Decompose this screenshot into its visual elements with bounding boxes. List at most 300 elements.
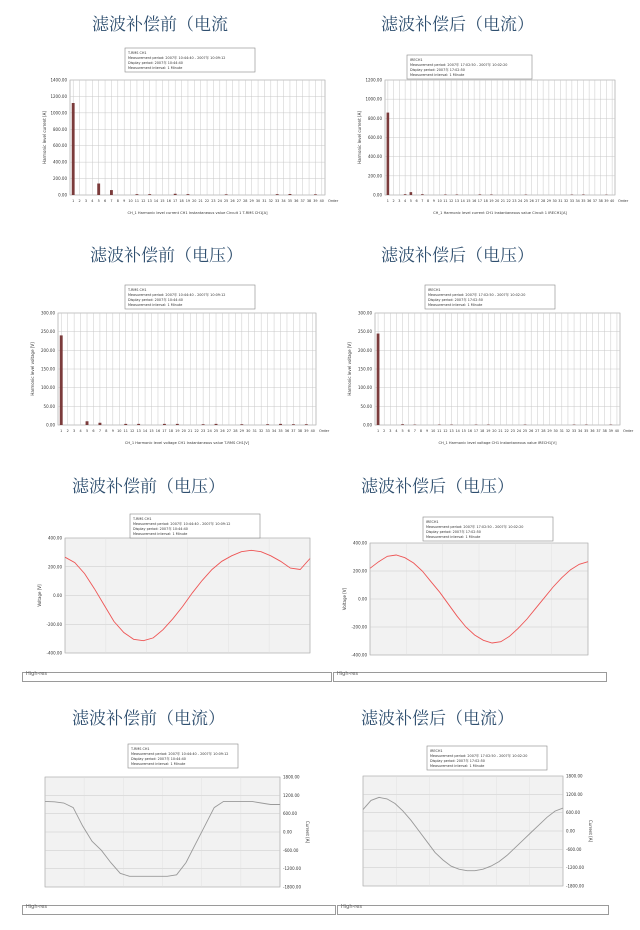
harmonic-voltage-before-chart — [30, 283, 330, 448]
y-tick-label: 600.00 — [368, 135, 382, 140]
harmonic-current-before-chart — [30, 40, 339, 230]
bar — [86, 421, 89, 425]
chart-title-8: 滤波补偿后（电流） — [361, 709, 514, 729]
y-axis-label: Harmonic level voltage [V] — [347, 342, 352, 396]
x-tick-label: 31 — [559, 429, 564, 433]
y-axis-label: Harmonic level current [A] — [357, 111, 362, 164]
x-tick-label: 2 — [66, 429, 69, 433]
y-tick-label: 100.00 — [41, 385, 55, 391]
chart-title-6: 滤波补偿后（电压） — [361, 477, 514, 497]
y-tick-label: 150.00 — [358, 366, 372, 372]
x-tick-label: 29 — [249, 199, 254, 203]
x-unit-label: Order — [623, 429, 634, 433]
x-tick-label: 20 — [192, 199, 197, 203]
x-tick-label: 15 — [149, 429, 154, 433]
y-tick-label: 0.00 — [373, 192, 382, 198]
y-tick-label: 0.00 — [58, 192, 67, 198]
x-tick-label: 28 — [243, 199, 248, 203]
voltage-waveform-before-chart — [37, 510, 325, 660]
x-tick-label: 8 — [116, 199, 119, 203]
legend-line: Display period: 2007年 17:02:50 — [426, 530, 481, 534]
y-tick-label: 600.00 — [283, 811, 297, 817]
x-tick-label: 35 — [581, 199, 586, 203]
x-tick-label: 9 — [432, 199, 435, 203]
x-tick-label: 27 — [236, 199, 242, 203]
bar — [266, 424, 269, 425]
y-tick-label: 0.00 — [363, 422, 372, 428]
x-tick-label: 17 — [473, 429, 479, 433]
bar — [187, 194, 190, 195]
x-tick-label: 29 — [547, 429, 552, 433]
x-tick-label: 3 — [389, 429, 392, 433]
legend-line: T-RMS CH1 — [133, 517, 152, 521]
legend-line: Measurement interval: 1 Minute — [131, 762, 186, 766]
x-tick-label: 33 — [571, 429, 577, 433]
bar — [305, 424, 308, 425]
x-tick-label: 24 — [207, 429, 212, 433]
y-tick-label: 1400.00 — [50, 77, 67, 83]
scrollbar-waveform-8[interactable] — [337, 905, 609, 915]
y-tick-label: 300.00 — [358, 310, 372, 316]
x-tick-label: 18 — [168, 429, 174, 433]
x-tick-label: 16 — [467, 429, 473, 433]
x-tick-label: 24 — [517, 199, 523, 203]
x-unit-label: Order — [618, 199, 629, 203]
x-tick-label: 40 — [319, 199, 324, 203]
y-tick-label: -1200.00 — [283, 866, 301, 872]
y-tick-label: 800.00 — [53, 126, 67, 132]
y-tick-label: 50.00 — [360, 403, 372, 409]
chart-title-3: 滤波补偿前（电压） — [90, 246, 243, 266]
x-tick-label: 37 — [596, 429, 601, 433]
x-tick-label: 35 — [287, 199, 293, 203]
x-tick-label: 36 — [590, 429, 595, 433]
bar — [421, 194, 424, 195]
x-tick-label: 3 — [73, 429, 76, 433]
x-tick-label: 10 — [431, 429, 436, 433]
bar — [136, 194, 139, 195]
x-tick-label: 38 — [602, 429, 607, 433]
legend-line: IRECH1 — [426, 520, 439, 524]
legend-line: Measurement period: 2007年 17:02:50 - 2007年 10:02:20 — [430, 754, 528, 758]
x-tick-label: 36 — [284, 429, 290, 433]
legend-line: Measurement period: 2007年 10:44:40 - 2007年 10:09:12 — [128, 56, 226, 60]
y-tick-label: 200.00 — [368, 173, 382, 179]
x-tick-label: 16 — [155, 429, 161, 433]
scrollbar-waveform-6[interactable] — [333, 672, 607, 682]
x-tick-label: 4 — [91, 199, 94, 203]
bar — [479, 194, 482, 195]
y-tick-label: -600.00 — [566, 846, 582, 852]
x-tick-label: 31 — [262, 199, 267, 203]
x-tick-label: 10 — [117, 429, 122, 433]
x-tick-label: 29 — [546, 199, 552, 203]
y-tick-label: 1000.00 — [50, 110, 67, 116]
x-tick-label: 40 — [609, 199, 615, 203]
x-tick-label: 21 — [500, 199, 506, 203]
x-tick-label: 28 — [541, 429, 546, 433]
x-tick-label: 15 — [160, 199, 165, 203]
x-tick-label: 36 — [586, 199, 592, 203]
chart-title-4: 滤波补偿后（电压） — [381, 246, 534, 266]
x-tick-label: 6 — [407, 429, 410, 433]
legend-line: Measurement period: 2007年 17:02:50 - 2007年 10:02:20 — [428, 293, 526, 297]
y-tick-label: 0.00 — [53, 593, 62, 598]
y-tick-label: 600.00 — [566, 810, 580, 816]
x-tick-label: 27 — [535, 199, 540, 203]
chart-title-2: 滤波补偿后（电流） — [381, 15, 534, 35]
legend-line: Measurement period: 2007年 10:44:40 - 2007年 10:09:12 — [133, 522, 231, 526]
x-tick-label: 33 — [569, 199, 575, 203]
legend-line: Measurement period: 2007年 10:44:40 - 2007年 10:09:12 — [131, 752, 229, 756]
x-tick-label: 22 — [194, 429, 199, 433]
y-tick-label: 200.00 — [41, 347, 55, 353]
legend-line: Display period: 2007年 17:02:50 — [428, 298, 483, 302]
x-tick-label: 5 — [401, 429, 404, 433]
x-tick-label: 5 — [409, 199, 412, 203]
x-tick-label: 20 — [494, 199, 500, 203]
x-tick-label: 34 — [281, 199, 286, 203]
y-tick-label: 1200.00 — [283, 792, 300, 798]
x-tick-label: 27 — [535, 429, 540, 433]
bar — [215, 424, 218, 425]
bar — [124, 424, 127, 425]
bar — [98, 423, 101, 425]
x-tick-label: 2 — [78, 199, 81, 203]
y-tick-label: 1800.00 — [283, 774, 300, 780]
x-tick-label: 22 — [506, 199, 511, 203]
x-tick-label: 7 — [110, 199, 113, 203]
x-tick-label: 14 — [455, 429, 460, 433]
x-tick-label: 39 — [604, 199, 609, 203]
x-tick-label: 7 — [98, 429, 102, 433]
x-tick-label: 23 — [211, 199, 216, 203]
legend-line: Display period: 2007年 17:02:50 — [430, 759, 485, 763]
x-tick-label: 3 — [84, 199, 88, 203]
x-tick-label: 40 — [310, 429, 315, 433]
x-tick-label: 14 — [460, 199, 465, 203]
x-tick-label: 3 — [398, 199, 401, 203]
bar — [163, 424, 166, 425]
x-tick-label: 2 — [383, 429, 386, 433]
x-tick-label: 19 — [185, 199, 191, 203]
bar — [377, 334, 380, 425]
x-tick-label: 1 — [376, 429, 380, 433]
y-tick-label: 0.00 — [46, 422, 55, 428]
x-tick-label: 35 — [584, 429, 589, 433]
y-tick-label: 200.00 — [53, 176, 67, 182]
x-tick-label: 15 — [466, 199, 471, 203]
x-tick-label: 16 — [471, 199, 477, 203]
y-tick-label: 400.00 — [53, 159, 67, 165]
x-tick-label: 8 — [419, 429, 423, 433]
x-tick-label: 25 — [523, 199, 529, 203]
y-tick-label: 250.00 — [358, 329, 372, 335]
x-tick-label: 38 — [297, 429, 303, 433]
x-unit-label: Order — [328, 199, 339, 203]
scrollbar-label: High-res — [341, 904, 362, 910]
x-tick-label: 23 — [200, 429, 206, 433]
bar — [97, 184, 100, 196]
chart-title-5: 滤波补偿前（电压） — [72, 477, 225, 497]
legend-line: Measurement interval: 1 Minute — [410, 73, 465, 77]
x-tick-label: 25 — [522, 429, 528, 433]
y-tick-label: -600.00 — [283, 847, 299, 853]
bar — [314, 194, 317, 195]
legend-line: Measurement interval: 1 Minute — [428, 303, 483, 307]
x-tick-label: 33 — [265, 429, 270, 433]
x-tick-label: 8 — [427, 199, 430, 203]
x-tick-label: 20 — [492, 429, 497, 433]
scrollbar-waveform-5[interactable] — [22, 672, 332, 682]
y-tick-label: -200.00 — [351, 624, 367, 630]
x-tick-label: 19 — [489, 199, 494, 203]
x-tick-label: 19 — [175, 429, 180, 433]
bar — [289, 194, 292, 195]
x-tick-label: 26 — [529, 199, 534, 203]
y-axis-label: Current [A] — [305, 820, 310, 844]
x-tick-label: 21 — [198, 199, 203, 203]
x-tick-label: 32 — [268, 199, 273, 203]
y-axis-label: Voltage [V] — [37, 584, 42, 607]
legend-line: Display period: 2007年 17:02:50 — [410, 68, 465, 72]
x-tick-label: 25 — [213, 429, 219, 433]
x-tick-label: 23 — [510, 429, 515, 433]
x-tick-label: 4 — [395, 429, 398, 433]
x-tick-label: 6 — [415, 199, 418, 203]
x-tick-label: 15 — [461, 429, 466, 433]
legend-line: Measurement interval: 1 Minute — [430, 764, 485, 768]
y-tick-label: -400.00 — [46, 650, 62, 656]
y-axis-label: Current [A] — [588, 819, 593, 843]
harmonic-current-after-chart — [355, 50, 629, 220]
x-tick-label: 5 — [85, 429, 89, 433]
x-tick-label: 37 — [300, 199, 305, 203]
x-tick-label: 18 — [483, 199, 488, 203]
x-tick-label: 4 — [404, 199, 407, 203]
x-tick-label: 18 — [480, 429, 485, 433]
y-tick-label: 400.00 — [368, 154, 382, 160]
x-tick-label: 17 — [477, 199, 483, 203]
bar — [225, 194, 228, 195]
bar — [110, 190, 113, 195]
x-tick-label: 13 — [449, 429, 454, 433]
x-tick-label: 30 — [553, 429, 558, 433]
y-tick-label: -400.00 — [351, 652, 367, 658]
bar — [404, 194, 407, 195]
bar — [72, 103, 75, 195]
y-tick-label: 800.00 — [368, 115, 382, 121]
x-tick-label: 10 — [437, 199, 442, 203]
bar — [148, 194, 151, 195]
bar — [387, 113, 390, 195]
bar — [279, 424, 282, 425]
legend-line: Display period: 2007年 10:44:40 — [133, 527, 188, 531]
x-tick-label: 17 — [162, 429, 167, 433]
legend-line: IRECH1 — [430, 749, 443, 753]
y-tick-label: 250.00 — [41, 329, 55, 335]
x-tick-label: 24 — [516, 429, 522, 433]
x-tick-label: 14 — [142, 429, 148, 433]
chart-title-7: 滤波补偿前（电流） — [72, 709, 225, 729]
x-tick-label: 12 — [448, 199, 454, 203]
legend-line: Measurement period: 2007年 10:44:40 - 2007年 10:09:12 — [128, 293, 226, 297]
x-tick-label: 6 — [103, 199, 107, 203]
x-tick-label: 39 — [304, 429, 309, 433]
y-tick-label: 50.00 — [43, 403, 55, 409]
legend-line: Measurement interval: 1 Minute — [128, 66, 183, 70]
y-tick-label: 1200.00 — [365, 77, 382, 83]
x-tick-label: 1 — [386, 199, 389, 203]
x-tick-label: 26 — [529, 429, 534, 433]
x-tick-label: 9 — [123, 199, 126, 203]
legend-line: Measurement interval: 1 Minute — [128, 303, 183, 307]
x-tick-label: 5 — [97, 199, 100, 203]
scrollbar-label: High-res — [26, 904, 47, 910]
x-tick-label: 27 — [226, 429, 232, 433]
bar — [60, 335, 63, 425]
x-tick-label: 30 — [552, 199, 557, 203]
y-tick-label: -1200.00 — [566, 865, 584, 871]
x-tick-label: 1 — [72, 199, 75, 203]
x-tick-label: 33 — [275, 199, 280, 203]
x-tick-label: 23 — [512, 199, 517, 203]
x-tick-label: 7 — [421, 199, 424, 203]
x-tick-label: 30 — [246, 429, 251, 433]
x-axis-label: CH_1 Harmonic level voltage CH1 Instantaneous value T-RMS CH1[V] — [124, 441, 250, 445]
y-tick-label: 400.00 — [353, 540, 367, 546]
x-tick-label: 22 — [204, 199, 210, 203]
x-axis-label: CH_1 Harmonic level current CH1 Instantaneous value Circuit 1 T-RMS CH1[A] — [127, 211, 268, 215]
x-tick-label: 9 — [111, 429, 114, 433]
y-axis-label: Harmonic level current [A] — [42, 111, 47, 164]
y-axis-label: Voltage [V] — [342, 587, 347, 611]
x-tick-label: 9 — [425, 429, 429, 433]
legend-line: Display period: 2007年 10:44:40 — [128, 298, 183, 302]
bar — [174, 194, 177, 195]
x-tick-label: 10 — [128, 199, 133, 203]
x-tick-label: 37 — [291, 429, 296, 433]
x-tick-label: 19 — [486, 429, 491, 433]
y-tick-label: 1200.00 — [50, 93, 67, 99]
bar — [292, 424, 295, 425]
bar — [240, 424, 243, 425]
y-tick-label: 0.00 — [358, 596, 367, 602]
legend-line: Measurement period: 2007年 17:02:50 - 2007年 10:02:20 — [410, 63, 508, 67]
legend-line: Display period: 2007年 10:44:40 — [131, 757, 186, 761]
y-tick-label: 200.00 — [358, 347, 372, 353]
harmonic-voltage-after-chart — [347, 283, 634, 448]
x-tick-label: 17 — [173, 199, 178, 203]
x-unit-label: Order — [319, 429, 330, 433]
x-tick-label: 16 — [166, 199, 171, 203]
x-tick-label: 2 — [392, 199, 395, 203]
x-tick-label: 13 — [136, 429, 141, 433]
x-tick-label: 14 — [153, 199, 159, 203]
legend-line: T-RMS CH1 — [128, 51, 147, 55]
x-tick-label: 30 — [255, 199, 261, 203]
y-tick-label: 400.00 — [48, 535, 62, 541]
x-tick-label: 25 — [224, 199, 229, 203]
x-tick-label: 11 — [437, 429, 442, 433]
y-tick-label: 1200.00 — [566, 791, 583, 797]
legend-line: T-RMS CH1 — [131, 747, 150, 751]
plot-area — [70, 80, 325, 195]
y-tick-label: 100.00 — [358, 385, 372, 391]
y-tick-label: 600.00 — [53, 143, 67, 149]
x-tick-label: 32 — [563, 199, 569, 203]
scrollbar-waveform-7[interactable] — [22, 905, 336, 915]
x-tick-label: 6 — [92, 429, 95, 433]
scrollbar-label: High-res — [26, 671, 47, 677]
bar — [202, 424, 205, 425]
y-tick-label: 200.00 — [48, 564, 62, 570]
bar — [410, 192, 413, 195]
x-axis-label: CH_1 Harmonic level current CH1 Instantaneous value Circuit 1 IRECH1[A] — [433, 211, 567, 215]
x-tick-label: 22 — [504, 429, 509, 433]
x-tick-label: 13 — [147, 199, 152, 203]
y-tick-label: 0.00 — [283, 829, 292, 835]
x-tick-label: 34 — [271, 429, 277, 433]
bar — [137, 424, 140, 425]
x-tick-label: 26 — [230, 199, 235, 203]
x-tick-label: 36 — [294, 199, 299, 203]
legend-line: IRECH1 — [428, 288, 441, 292]
x-tick-label: 39 — [608, 429, 613, 433]
x-tick-label: 8 — [105, 429, 108, 433]
x-tick-label: 24 — [217, 199, 222, 203]
x-tick-label: 32 — [259, 429, 264, 433]
y-tick-label: 150.00 — [41, 366, 55, 372]
x-tick-label: 13 — [454, 199, 460, 203]
x-tick-label: 38 — [306, 199, 312, 203]
current-waveform-before-chart — [40, 742, 310, 897]
y-tick-label: 0.00 — [566, 828, 575, 834]
x-tick-label: 31 — [252, 429, 257, 433]
legend-line: Display period: 2007年 10:44:40 — [128, 61, 183, 65]
x-tick-label: 29 — [239, 429, 244, 433]
x-tick-label: 11 — [134, 199, 140, 203]
voltage-waveform-after-chart — [342, 513, 600, 661]
y-tick-label: -1800.00 — [283, 884, 301, 890]
x-tick-label: 20 — [181, 429, 186, 433]
legend-line: Measurement interval: 1 Minute — [133, 532, 188, 536]
x-tick-label: 21 — [188, 429, 193, 433]
x-tick-label: 26 — [220, 429, 225, 433]
bar — [176, 424, 179, 425]
y-axis-label: Harmonic level voltage [V] — [30, 342, 35, 396]
x-tick-label: 37 — [592, 199, 598, 203]
x-axis-label: CH_1 Harmonic level voltage CH1 Instantaneous value IRECH1[V] — [438, 441, 557, 445]
x-tick-label: 21 — [498, 429, 503, 433]
legend-line: Measurement period: 2007年 17:02:50 - 2007年 10:02:20 — [426, 525, 524, 529]
x-tick-label: 7 — [413, 429, 416, 433]
x-tick-label: 34 — [578, 429, 583, 433]
y-tick-label: -1800.00 — [566, 883, 584, 889]
bar — [276, 194, 279, 195]
x-tick-label: 39 — [313, 199, 318, 203]
y-tick-label: 1000.00 — [365, 96, 382, 102]
legend-line: T-RMS CH1 — [128, 288, 147, 292]
x-tick-label: 4 — [79, 429, 82, 433]
x-tick-label: 12 — [141, 199, 146, 203]
x-tick-label: 12 — [130, 429, 135, 433]
x-tick-label: 11 — [443, 199, 448, 203]
y-tick-label: 200.00 — [353, 568, 367, 574]
x-tick-label: 18 — [179, 199, 184, 203]
x-tick-label: 11 — [123, 429, 128, 433]
bar — [401, 424, 404, 425]
